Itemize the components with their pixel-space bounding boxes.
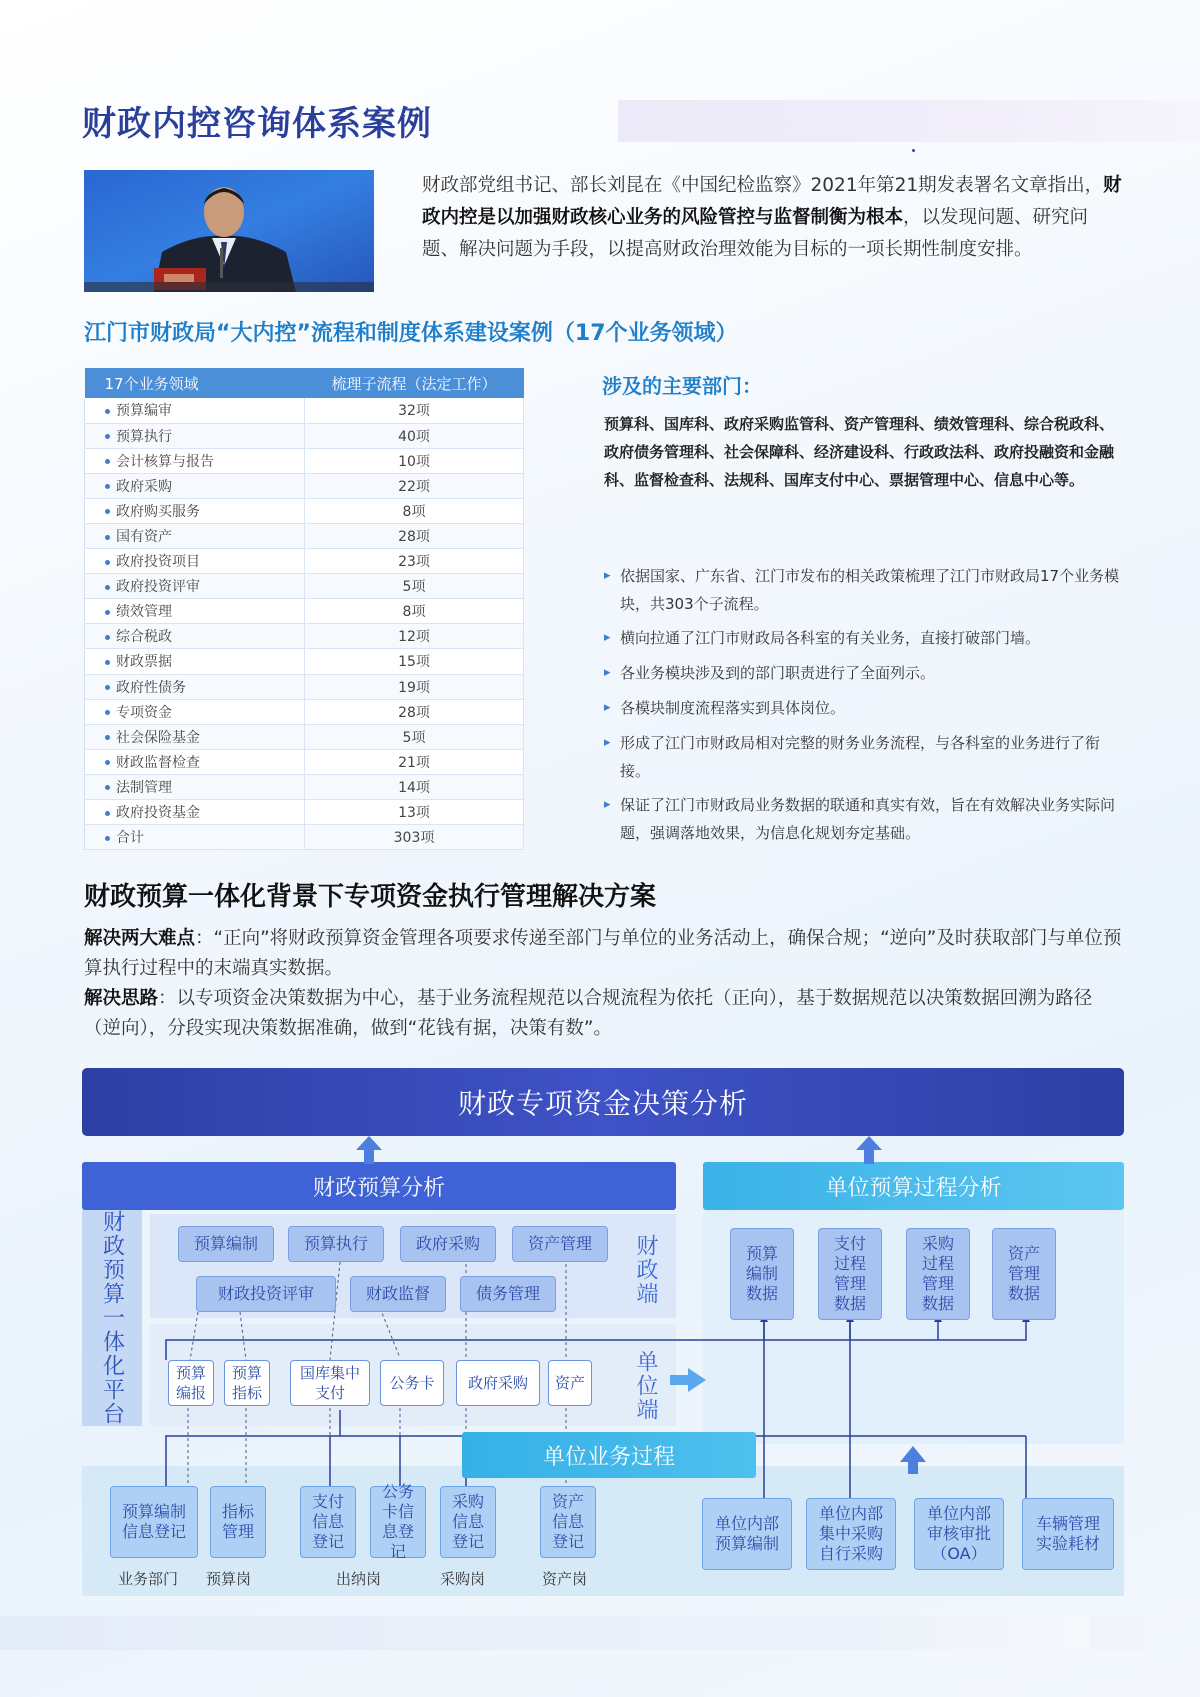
bottom-box-internal-approval: 单位内部审核审批（OA） bbox=[914, 1498, 1004, 1570]
section1-title: 江门市财政局“大内控”流程和制度体系建设案例（17个业务领域） bbox=[84, 321, 738, 346]
unit-box-budget-index: 预算指标 bbox=[224, 1360, 270, 1406]
domain-cell: 政府购买服务 bbox=[85, 498, 305, 523]
domain-cell: 会计核算与报告 bbox=[85, 448, 305, 473]
departments-list: 预算科、国库科、政府采购监管科、资产管理科、绩效管理科、综合税政科、政府债务管理科、社会保障科、经济建设科、行政政法科、政府投融资和金融科、监督检查科、法规科、国库支付中心、票据管理中心、信息中心等。 bbox=[604, 415, 1115, 489]
platform-label: 财政预算一体化平台 bbox=[82, 1210, 142, 1426]
unit-box-official-card: 公务卡 bbox=[380, 1360, 444, 1406]
subprocess-count-cell: 22项 bbox=[305, 473, 524, 498]
role-label: 出纳岗 bbox=[336, 1570, 382, 1588]
subprocess-count-cell: 5项 bbox=[305, 574, 524, 599]
departments-title: 涉及的主要部门： bbox=[602, 374, 762, 398]
domain-cell: 绩效管理 bbox=[85, 599, 305, 624]
fiscal-end-label: 财政端 bbox=[633, 1234, 658, 1306]
role-label: 业务部门 bbox=[118, 1570, 179, 1588]
fiscal-box-budget-exec: 预算执行 bbox=[288, 1226, 384, 1262]
achievement-item: ▸ 各模块制度流程落实到具体岗位。 bbox=[604, 694, 1124, 722]
achievement-item: ▸ 横向拉通了江门市财政局各科室的有关业务，直接打破部门墙。 bbox=[604, 624, 1124, 652]
difficulty-paragraph: 解决两大难点：“正向”将财政预算资金管理各项要求传递至部门与单位的业务活动上，确保合规；“逆向”及时获取部门与单位预算执行过程中的末端真实数据。 bbox=[84, 928, 1122, 979]
domain-cell: 社会保险基金 bbox=[85, 724, 305, 749]
unit-box-budget-report: 预算编报 bbox=[168, 1360, 214, 1406]
unit-box-asset: 资产 bbox=[548, 1360, 592, 1406]
domain-cell: 政府采购 bbox=[85, 473, 305, 498]
unit-box-treasury-payment: 国库集中支付 bbox=[290, 1360, 370, 1406]
table-header-subprocess: 梳理子流程（法定工作） bbox=[305, 368, 524, 398]
data-box-procurement: 采购过程管理数据 bbox=[906, 1228, 970, 1320]
achievement-item: ▸ 形成了江门市财政局相对完整的财务业务流程，与各科室的业务进行了衔接。 bbox=[604, 729, 1124, 785]
domain-cell: 国有资产 bbox=[85, 523, 305, 548]
fiscal-box-budget-prep: 预算编制 bbox=[178, 1226, 274, 1262]
subprocess-count-cell: 32项 bbox=[305, 398, 524, 423]
bottom-box-internal-budget: 单位内部预算编制 bbox=[702, 1498, 792, 1570]
subprocess-count-cell: 40项 bbox=[305, 423, 524, 448]
subprocess-count-cell: 5项 bbox=[305, 724, 524, 749]
data-box-asset: 资产管理数据 bbox=[992, 1228, 1056, 1320]
fiscal-budget-analysis-header: 财政预算分析 bbox=[82, 1162, 676, 1210]
domain-cell: 政府性债务 bbox=[85, 674, 305, 699]
domain-cell: 政府投资评审 bbox=[85, 574, 305, 599]
domain-cell: 政府投资项目 bbox=[85, 549, 305, 574]
fiscal-box-procurement: 政府采购 bbox=[400, 1226, 496, 1262]
domain-cell: 合计 bbox=[85, 825, 305, 850]
diagram-top-banner: 财政专项资金决策分析 bbox=[82, 1068, 1124, 1136]
subprocess-count-cell: 15项 bbox=[305, 649, 524, 674]
bottom-box-card-registration: 公务卡信息登记 bbox=[370, 1486, 426, 1558]
bottom-box-index-mgmt: 指标管理 bbox=[210, 1486, 266, 1558]
domain-cell: 预算执行 bbox=[85, 423, 305, 448]
fiscal-box-debt-mgmt: 债务管理 bbox=[460, 1276, 556, 1312]
subprocess-count-cell: 8项 bbox=[305, 599, 524, 624]
bottom-box-payment-registration: 支付信息登记 bbox=[300, 1486, 356, 1558]
bottom-box-budget-registration: 预算编制信息登记 bbox=[110, 1486, 198, 1558]
approach-paragraph: 解决思路：以专项资金决策数据为中心，基于业务流程规范以合规流程为依托（正向），基于数据规范以决策数据回溯为路径（逆向），分段实现决策数据准确，做到“花钱有据，决策有数”。 bbox=[84, 988, 1093, 1039]
fiscal-box-supervision: 财政监督 bbox=[350, 1276, 446, 1312]
unit-box-procurement: 政府采购 bbox=[456, 1360, 540, 1406]
domain-cell: 预算编审 bbox=[85, 398, 305, 423]
subprocess-count-cell: 13项 bbox=[305, 800, 524, 825]
data-box-budget-prep: 预算编制数据 bbox=[730, 1228, 794, 1320]
intro-paragraph: 财政部党组书记、部长刘昆在《中国纪检监察》2021年第21期发表署名文章指出，财政内控是以加强财政核心业务的风险管控与监督制衡为根本，以发现问题、研究问题、解决问题为手段，以提高财政治理效能为目标的一项长期性制度安排。 bbox=[422, 175, 1122, 260]
unit-end-label: 单位端 bbox=[633, 1350, 658, 1422]
intro-emphasis: 财政内控是以加强财政核心业务的风险管控与监督制衡为根本 bbox=[422, 175, 1122, 228]
bottom-box-vehicle-materials: 车辆管理实验耗材 bbox=[1022, 1498, 1114, 1570]
subprocess-count-cell: 28项 bbox=[305, 523, 524, 548]
data-box-payment: 支付过程管理数据 bbox=[818, 1228, 882, 1320]
subprocess-count-cell: 303项 bbox=[305, 825, 524, 850]
achievement-item: ▸ 保证了江门市财政局业务数据的联通和真实有效，旨在有效解决业务实际问题，强调落地效果，为信息化规划夯定基础。 bbox=[604, 791, 1124, 847]
bottom-box-asset-registration: 资产信息登记 bbox=[540, 1486, 596, 1558]
domain-cell: 政府投资基金 bbox=[85, 800, 305, 825]
domain-cell: 财政票据 bbox=[85, 649, 305, 674]
section2-title: 财政预算一体化背景下专项资金执行管理解决方案 bbox=[84, 882, 657, 912]
subprocess-count-cell: 10项 bbox=[305, 448, 524, 473]
subprocess-count-cell: 28项 bbox=[305, 699, 524, 724]
table-header-domain: 17个业务领域 bbox=[85, 368, 305, 398]
subprocess-count-cell: 14项 bbox=[305, 774, 524, 799]
role-label: 资产岗 bbox=[542, 1570, 588, 1588]
fiscal-box-asset-mgmt: 资产管理 bbox=[512, 1226, 608, 1262]
footer-decoration-band bbox=[0, 1616, 1090, 1650]
subprocess-count-cell: 19项 bbox=[305, 674, 524, 699]
bottom-box-internal-procurement: 单位内部集中采购自行采购 bbox=[806, 1498, 896, 1570]
domain-cell: 法制管理 bbox=[85, 774, 305, 799]
page-title: 财政内控咨询体系案例 bbox=[82, 104, 432, 144]
role-label: 预算岗 bbox=[206, 1570, 252, 1588]
footer-decoration-band bbox=[1090, 1616, 1144, 1650]
bottom-box-procurement-registration: 采购信息登记 bbox=[440, 1486, 496, 1558]
subprocess-count-cell: 21项 bbox=[305, 749, 524, 774]
subprocess-count-cell: 8项 bbox=[305, 498, 524, 523]
unit-business-process-bar: 单位业务过程 bbox=[462, 1432, 756, 1478]
role-label: 采购岗 bbox=[440, 1570, 486, 1588]
subprocess-count-cell: 12项 bbox=[305, 624, 524, 649]
achievement-item: ▸ 各业务模块涉及到的部门职责进行了全面列示。 bbox=[604, 659, 1124, 687]
fiscal-box-investment-review: 财政投资评审 bbox=[196, 1276, 336, 1312]
domain-cell: 综合税政 bbox=[85, 624, 305, 649]
unit-budget-analysis-header: 单位预算过程分析 bbox=[703, 1162, 1124, 1210]
achievement-item: ▸ 依据国家、广东省、江门市发布的相关政策梳理了江门市财政局17个业务模块，共303个子流程。 bbox=[604, 562, 1124, 618]
subprocess-count-cell: 23项 bbox=[305, 549, 524, 574]
domain-cell: 专项资金 bbox=[85, 699, 305, 724]
domain-cell: 财政监督检查 bbox=[85, 749, 305, 774]
